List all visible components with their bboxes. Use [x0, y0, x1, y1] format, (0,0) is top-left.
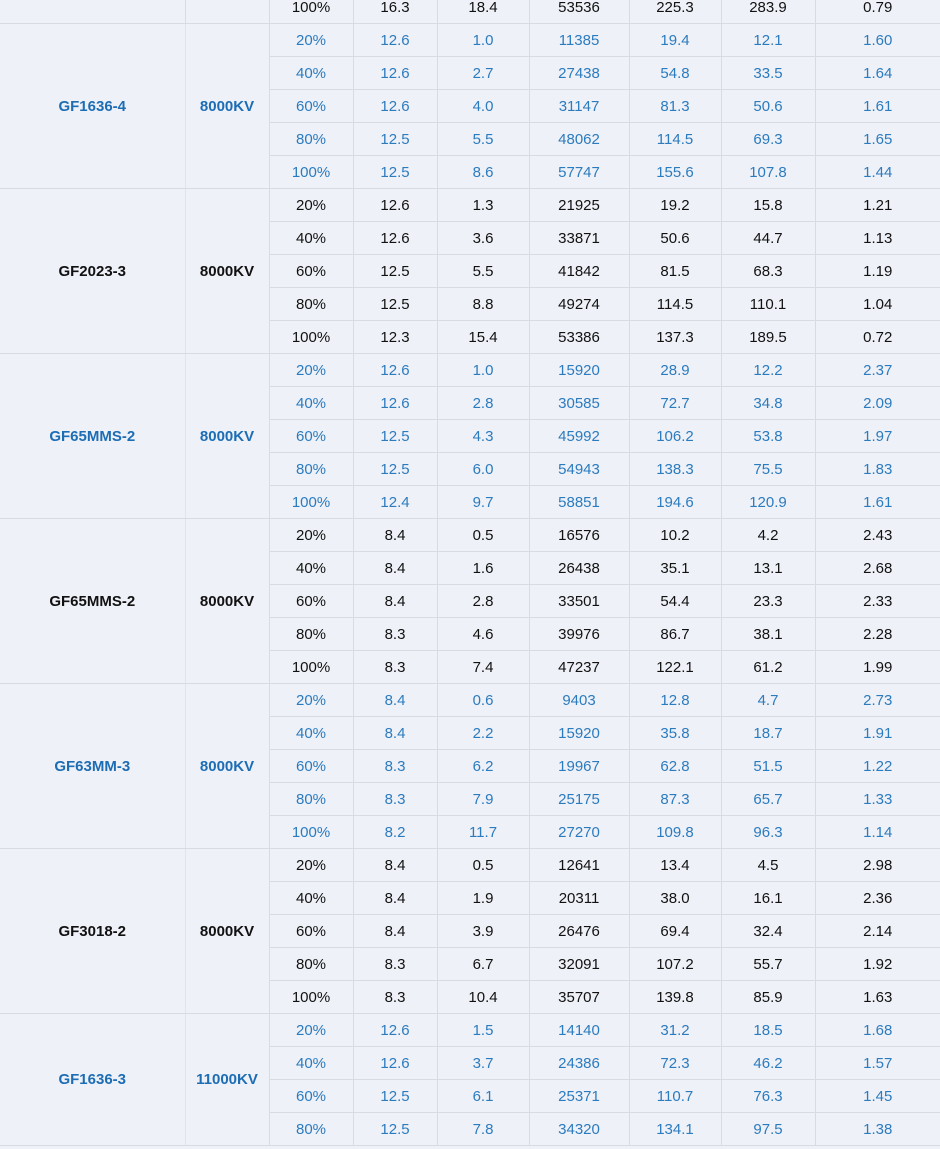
load-cell: 60% [269, 915, 353, 948]
value-cell: 32091 [529, 948, 629, 981]
value-cell: 38.1 [721, 618, 815, 651]
value-cell: 81.3 [629, 90, 721, 123]
model-group [0, 24, 940, 189]
value-cell: 33501 [529, 585, 629, 618]
value-cell: 2.14 [815, 915, 940, 948]
table-row [0, 684, 940, 717]
value-cell: 19.4 [629, 24, 721, 57]
value-cell: 12.6 [353, 1014, 437, 1047]
value-cell: 1.61 [815, 486, 940, 519]
load-cell: 60% [269, 585, 353, 618]
value-cell: 12.2 [721, 354, 815, 387]
value-cell: 12.6 [353, 354, 437, 387]
value-cell: 19.2 [629, 189, 721, 222]
value-cell: 12.6 [353, 90, 437, 123]
value-cell: 7.8 [437, 1113, 529, 1146]
value-cell: 19967 [529, 750, 629, 783]
load-cell: 20% [269, 1014, 353, 1047]
model-group [0, 189, 940, 354]
value-cell: 3.7 [437, 1047, 529, 1080]
value-cell: 107.8 [721, 156, 815, 189]
value-cell: 50.6 [721, 90, 815, 123]
value-cell: 28.9 [629, 354, 721, 387]
value-cell: 2.36 [815, 882, 940, 915]
value-cell: 10.4 [437, 981, 529, 1014]
value-cell: 120.9 [721, 486, 815, 519]
load-cell: 100% [269, 981, 353, 1014]
value-cell: 8.4 [353, 585, 437, 618]
model-group [0, 519, 940, 684]
value-cell: 5.5 [437, 123, 529, 156]
value-cell: 1.68 [815, 1014, 940, 1047]
value-cell: 283.9 [721, 0, 815, 24]
value-cell: 0.5 [437, 519, 529, 552]
load-cell: 80% [269, 783, 353, 816]
value-cell: 12641 [529, 849, 629, 882]
value-cell: 1.5 [437, 1014, 529, 1047]
value-cell: 15920 [529, 354, 629, 387]
value-cell: 8.4 [353, 684, 437, 717]
load-cell: 20% [269, 684, 353, 717]
table-row [0, 189, 940, 222]
value-cell: 1.45 [815, 1080, 940, 1113]
value-cell: 1.14 [815, 816, 940, 849]
value-cell: 16.3 [353, 0, 437, 24]
value-cell: 1.04 [815, 288, 940, 321]
value-cell: 27270 [529, 816, 629, 849]
load-cell: 60% [269, 750, 353, 783]
value-cell: 24386 [529, 1047, 629, 1080]
value-cell: 34320 [529, 1113, 629, 1146]
value-cell: 1.63 [815, 981, 940, 1014]
value-cell: 1.0 [437, 354, 529, 387]
value-cell: 76.3 [721, 1080, 815, 1113]
value-cell: 12.6 [353, 189, 437, 222]
load-cell: 100% [269, 0, 353, 24]
value-cell: 107.2 [629, 948, 721, 981]
value-cell: 96.3 [721, 816, 815, 849]
value-cell: 12.4 [353, 486, 437, 519]
top-partial-row-group [0, 0, 940, 24]
value-cell: 3.6 [437, 222, 529, 255]
value-cell: 12.5 [353, 453, 437, 486]
value-cell: 4.5 [721, 849, 815, 882]
voltage-cell: 8000KV [185, 519, 269, 684]
value-cell: 12.6 [353, 1047, 437, 1080]
value-cell: 31.2 [629, 1014, 721, 1047]
value-cell: 6.2 [437, 750, 529, 783]
value-cell: 1.99 [815, 651, 940, 684]
value-cell: 72.7 [629, 387, 721, 420]
value-cell: 8.4 [353, 915, 437, 948]
load-cell: 20% [269, 849, 353, 882]
value-cell: 11.7 [437, 816, 529, 849]
value-cell: 62.8 [629, 750, 721, 783]
value-cell: 2.8 [437, 585, 529, 618]
table-row [0, 354, 940, 387]
value-cell: 12.6 [353, 387, 437, 420]
value-cell: 8.4 [353, 882, 437, 915]
value-cell: 4.0 [437, 90, 529, 123]
value-cell: 2.09 [815, 387, 940, 420]
model-cell: GF2023-3 [0, 189, 185, 354]
value-cell: 139.8 [629, 981, 721, 1014]
value-cell: 13.4 [629, 849, 721, 882]
value-cell: 46.2 [721, 1047, 815, 1080]
value-cell: 1.64 [815, 57, 940, 90]
value-cell: 110.7 [629, 1080, 721, 1113]
voltage-cell: 11000KV [185, 1014, 269, 1146]
value-cell: 2.8 [437, 387, 529, 420]
value-cell: 2.28 [815, 618, 940, 651]
value-cell: 7.4 [437, 651, 529, 684]
value-cell: 14140 [529, 1014, 629, 1047]
load-cell: 100% [269, 816, 353, 849]
value-cell: 9.7 [437, 486, 529, 519]
value-cell: 2.43 [815, 519, 940, 552]
load-cell: 80% [269, 1113, 353, 1146]
value-cell: 114.5 [629, 123, 721, 156]
value-cell: 2.73 [815, 684, 940, 717]
value-cell: 8.4 [353, 519, 437, 552]
value-cell: 31147 [529, 90, 629, 123]
load-cell: 20% [269, 24, 353, 57]
value-cell: 8.3 [353, 948, 437, 981]
value-cell: 2.98 [815, 849, 940, 882]
value-cell: 47237 [529, 651, 629, 684]
value-cell: 8.8 [437, 288, 529, 321]
value-cell: 1.61 [815, 90, 940, 123]
value-cell: 8.3 [353, 750, 437, 783]
table-row [0, 0, 940, 24]
value-cell: 8.4 [353, 717, 437, 750]
value-cell: 45992 [529, 420, 629, 453]
load-cell: 80% [269, 123, 353, 156]
value-cell: 110.1 [721, 288, 815, 321]
value-cell: 4.2 [721, 519, 815, 552]
value-cell: 0.6 [437, 684, 529, 717]
load-cell: 80% [269, 453, 353, 486]
value-cell: 61.2 [721, 651, 815, 684]
value-cell: 35.1 [629, 552, 721, 585]
load-cell: 80% [269, 288, 353, 321]
value-cell: 15920 [529, 717, 629, 750]
value-cell: 12.8 [629, 684, 721, 717]
model-cell: GF65MMS-2 [0, 354, 185, 519]
voltage-cell: 8000KV [185, 24, 269, 189]
value-cell: 12.5 [353, 420, 437, 453]
value-cell: 72.3 [629, 1047, 721, 1080]
value-cell: 2.37 [815, 354, 940, 387]
value-cell: 49274 [529, 288, 629, 321]
value-cell: 25371 [529, 1080, 629, 1113]
model-group [0, 1014, 940, 1146]
value-cell: 51.5 [721, 750, 815, 783]
value-cell: 68.3 [721, 255, 815, 288]
value-cell: 33.5 [721, 57, 815, 90]
value-cell: 16576 [529, 519, 629, 552]
value-cell: 9403 [529, 684, 629, 717]
value-cell: 69.4 [629, 915, 721, 948]
value-cell: 2.33 [815, 585, 940, 618]
value-cell: 34.8 [721, 387, 815, 420]
value-cell: 1.65 [815, 123, 940, 156]
value-cell: 21925 [529, 189, 629, 222]
value-cell: 5.5 [437, 255, 529, 288]
load-cell: 60% [269, 255, 353, 288]
value-cell: 1.13 [815, 222, 940, 255]
load-cell: 40% [269, 882, 353, 915]
value-cell: 25175 [529, 783, 629, 816]
value-cell: 86.7 [629, 618, 721, 651]
value-cell: 54.4 [629, 585, 721, 618]
value-cell: 8.4 [353, 552, 437, 585]
value-cell: 2.68 [815, 552, 940, 585]
value-cell: 97.5 [721, 1113, 815, 1146]
value-cell: 1.38 [815, 1113, 940, 1146]
value-cell: 12.6 [353, 24, 437, 57]
load-cell: 100% [269, 486, 353, 519]
value-cell: 1.92 [815, 948, 940, 981]
value-cell: 4.6 [437, 618, 529, 651]
value-cell: 8.2 [353, 816, 437, 849]
value-cell: 12.5 [353, 1113, 437, 1146]
value-cell: 0.72 [815, 321, 940, 354]
value-cell: 53.8 [721, 420, 815, 453]
value-cell: 35707 [529, 981, 629, 1014]
model-group [0, 849, 940, 1014]
value-cell: 41842 [529, 255, 629, 288]
value-cell: 12.6 [353, 222, 437, 255]
value-cell: 27438 [529, 57, 629, 90]
value-cell: 85.9 [721, 981, 815, 1014]
value-cell: 44.7 [721, 222, 815, 255]
value-cell: 8.3 [353, 783, 437, 816]
model-group [0, 354, 940, 519]
value-cell: 87.3 [629, 783, 721, 816]
value-cell: 225.3 [629, 0, 721, 24]
value-cell: 122.1 [629, 651, 721, 684]
value-cell: 12.5 [353, 255, 437, 288]
value-cell: 6.7 [437, 948, 529, 981]
value-cell: 1.97 [815, 420, 940, 453]
value-cell: 30585 [529, 387, 629, 420]
value-cell: 53536 [529, 0, 629, 24]
value-cell: 134.1 [629, 1113, 721, 1146]
load-cell: 40% [269, 1047, 353, 1080]
value-cell: 137.3 [629, 321, 721, 354]
value-cell: 6.1 [437, 1080, 529, 1113]
load-cell: 40% [269, 222, 353, 255]
value-cell: 10.2 [629, 519, 721, 552]
value-cell: 35.8 [629, 717, 721, 750]
value-cell: 18.5 [721, 1014, 815, 1047]
value-cell: 12.5 [353, 123, 437, 156]
value-cell: 18.4 [437, 0, 529, 24]
value-cell: 4.3 [437, 420, 529, 453]
value-cell: 50.6 [629, 222, 721, 255]
voltage-cell: 8000KV [185, 354, 269, 519]
value-cell: 1.9 [437, 882, 529, 915]
value-cell: 1.19 [815, 255, 940, 288]
value-cell: 109.8 [629, 816, 721, 849]
value-cell: 1.33 [815, 783, 940, 816]
value-cell: 18.7 [721, 717, 815, 750]
load-cell: 100% [269, 651, 353, 684]
value-cell: 65.7 [721, 783, 815, 816]
value-cell: 1.21 [815, 189, 940, 222]
value-cell: 106.2 [629, 420, 721, 453]
value-cell: 54943 [529, 453, 629, 486]
load-cell: 20% [269, 354, 353, 387]
value-cell: 1.60 [815, 24, 940, 57]
voltage-cell: 8000KV [185, 189, 269, 354]
value-cell: 1.22 [815, 750, 940, 783]
value-cell: 48062 [529, 123, 629, 156]
load-cell: 80% [269, 618, 353, 651]
value-cell: 0.5 [437, 849, 529, 882]
value-cell: 20311 [529, 882, 629, 915]
value-cell: 33871 [529, 222, 629, 255]
value-cell: 194.6 [629, 486, 721, 519]
value-cell: 39976 [529, 618, 629, 651]
value-cell: 12.5 [353, 288, 437, 321]
value-cell: 8.3 [353, 618, 437, 651]
value-cell: 38.0 [629, 882, 721, 915]
model-cell: GF63MM-3 [0, 684, 185, 849]
value-cell: 75.5 [721, 453, 815, 486]
model-cell: GF1636-3 [0, 1014, 185, 1146]
value-cell: 2.7 [437, 57, 529, 90]
value-cell: 26476 [529, 915, 629, 948]
load-cell: 20% [269, 519, 353, 552]
value-cell: 58851 [529, 486, 629, 519]
value-cell: 1.91 [815, 717, 940, 750]
value-cell: 4.7 [721, 684, 815, 717]
model-cell: GF1636-4 [0, 24, 185, 189]
model-cell: GF3018-2 [0, 849, 185, 1014]
value-cell: 8.6 [437, 156, 529, 189]
value-cell: 57747 [529, 156, 629, 189]
value-cell: 12.5 [353, 1080, 437, 1113]
load-cell: 100% [269, 321, 353, 354]
load-cell: 40% [269, 717, 353, 750]
value-cell: 81.5 [629, 255, 721, 288]
load-cell: 60% [269, 90, 353, 123]
value-cell: 3.9 [437, 915, 529, 948]
value-cell: 1.83 [815, 453, 940, 486]
load-cell: 100% [269, 156, 353, 189]
load-cell: 80% [269, 948, 353, 981]
value-cell: 8.3 [353, 651, 437, 684]
value-cell: 8.4 [353, 849, 437, 882]
value-cell: 155.6 [629, 156, 721, 189]
value-cell: 69.3 [721, 123, 815, 156]
value-cell: 12.3 [353, 321, 437, 354]
load-cell: 40% [269, 57, 353, 90]
value-cell: 26438 [529, 552, 629, 585]
load-cell: 60% [269, 420, 353, 453]
value-cell: 55.7 [721, 948, 815, 981]
value-cell: 12.5 [353, 156, 437, 189]
value-cell: 1.44 [815, 156, 940, 189]
value-cell: 15.4 [437, 321, 529, 354]
value-cell: 7.9 [437, 783, 529, 816]
value-cell: 11385 [529, 24, 629, 57]
value-cell: 2.2 [437, 717, 529, 750]
value-cell: 1.6 [437, 552, 529, 585]
voltage-cell [185, 0, 269, 24]
value-cell: 16.1 [721, 882, 815, 915]
load-cell: 20% [269, 189, 353, 222]
value-cell: 13.1 [721, 552, 815, 585]
value-cell: 114.5 [629, 288, 721, 321]
table-row [0, 24, 940, 57]
value-cell: 15.8 [721, 189, 815, 222]
value-cell: 54.8 [629, 57, 721, 90]
voltage-cell: 8000KV [185, 849, 269, 1014]
value-cell: 12.1 [721, 24, 815, 57]
value-cell: 1.3 [437, 189, 529, 222]
value-cell: 23.3 [721, 585, 815, 618]
table-row [0, 519, 940, 552]
value-cell: 189.5 [721, 321, 815, 354]
value-cell: 8.3 [353, 981, 437, 1014]
value-cell: 1.57 [815, 1047, 940, 1080]
value-cell: 12.6 [353, 57, 437, 90]
value-cell: 0.79 [815, 0, 940, 24]
value-cell: 32.4 [721, 915, 815, 948]
model-cell [0, 0, 185, 24]
table-row [0, 849, 940, 882]
model-cell: GF65MMS-2 [0, 519, 185, 684]
table-row [0, 1014, 940, 1047]
value-cell: 53386 [529, 321, 629, 354]
load-cell: 40% [269, 552, 353, 585]
voltage-cell: 8000KV [185, 684, 269, 849]
value-cell: 6.0 [437, 453, 529, 486]
load-cell: 40% [269, 387, 353, 420]
value-cell: 1.0 [437, 24, 529, 57]
load-cell: 60% [269, 1080, 353, 1113]
model-group [0, 684, 940, 849]
value-cell: 138.3 [629, 453, 721, 486]
